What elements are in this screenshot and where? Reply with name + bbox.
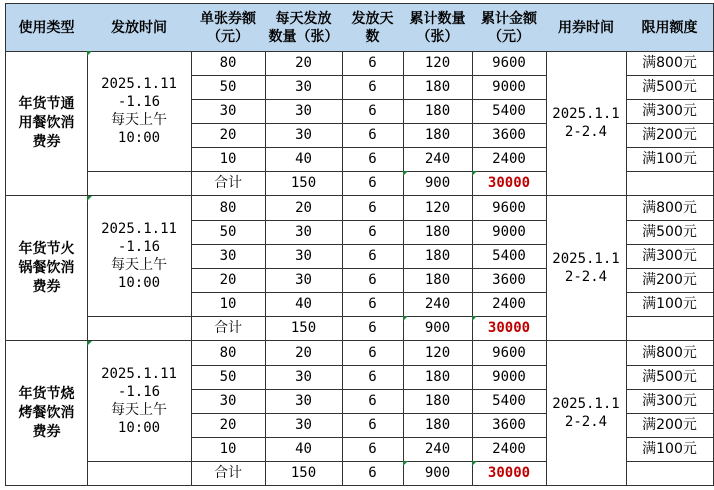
cum-amount-cell: 2400 [472,437,547,462]
cum-amount-cell: 2400 [472,292,547,317]
subtotal-days: 6 [342,461,404,486]
daily-qty-cell: 30 [265,99,343,124]
issue-time-cell: 2025.1.11 -1.16 每天上午 10:00 [87,196,192,317]
limit-cell: 满100元 [626,292,714,317]
limit-cell: 满200元 [626,123,714,148]
cum-qty-cell: 180 [403,413,473,438]
cum-amount-cell: 3600 [472,413,547,438]
amount-cell: 30 [191,389,266,414]
cum-amount-header: 累计金额 （元） [472,3,547,52]
daily-qty-cell: 30 [265,268,343,293]
daily-qty-cell: 30 [265,220,343,245]
daily-qty-cell: 20 [265,341,343,366]
cum-amount-cell: 3600 [472,123,547,148]
cum-amount-cell: 5400 [472,99,547,124]
limit-cell: 满100元 [626,437,714,462]
cum-qty-cell: 180 [403,389,473,414]
daily-qty-cell: 40 [265,292,343,317]
amount-cell: 50 [191,220,266,245]
limit-cell: 满200元 [626,413,714,438]
amount-cell: 50 [191,365,266,390]
amount-cell: 10 [191,437,266,462]
limit-cell: 满500元 [626,220,714,245]
limit-cell: 满200元 [626,268,714,293]
subtotal-label: 合计 [191,316,266,341]
amount-cell: 30 [191,99,266,124]
daily-qty-cell: 20 [265,196,343,221]
limit-cell: 满800元 [626,51,714,76]
issue-time-cell: 2025.1.11 -1.16 每天上午 10:00 [87,341,192,462]
subtotal-label: 合计 [191,171,266,196]
cum-qty-cell: 180 [403,99,473,124]
amount-cell: 30 [191,244,266,269]
amount-cell: 80 [191,51,266,76]
use-time-cell: 2025.1.1 2-2.4 [546,341,627,486]
days-cell: 6 [342,413,404,438]
cum-amount-cell: 9000 [472,75,547,100]
issue-time-blank-cell [87,171,192,196]
amount-cell: 20 [191,268,266,293]
days-cell: 6 [342,196,404,221]
use-time-cell: 2025.1.1 2-2.4 [546,51,627,196]
days-cell: 6 [342,99,404,124]
cum-qty-header: 累计数量 （张） [403,3,473,52]
limit-cell: 满300元 [626,244,714,269]
amount-header: 单张券额 （元） [191,3,266,52]
subtotal-limit-blank [626,461,714,486]
days-cell: 6 [342,147,404,172]
use-time-header: 用券时间 [546,3,627,52]
issue-time-cell: 2025.1.11 -1.16 每天上午 10:00 [87,51,192,172]
subtotal-daily-qty: 150 [265,461,343,486]
limit-cell: 满800元 [626,196,714,221]
limit-header: 限用额度 [626,3,714,52]
subtotal-cum-qty: 900 [403,461,473,486]
daily-qty-header: 每天发放 数量（张） [265,3,343,52]
cum-qty-cell: 180 [403,365,473,390]
days-header: 发放天 数 [342,3,404,52]
cum-qty-cell: 240 [403,437,473,462]
amount-cell: 10 [191,147,266,172]
daily-qty-cell: 30 [265,389,343,414]
coupon-type-cell: 年货节通 用餐饮消 费券 [5,51,88,196]
daily-qty-cell: 30 [265,413,343,438]
issue-time-blank-cell [87,461,192,486]
daily-qty-cell: 40 [265,437,343,462]
limit-cell: 满100元 [626,147,714,172]
cum-qty-cell: 180 [403,123,473,148]
amount-cell: 20 [191,413,266,438]
subtotal-cum-qty: 900 [403,316,473,341]
cum-amount-cell: 9600 [472,51,547,76]
subtotal-cum-amount: 30000 [472,461,547,486]
issue-time-blank-cell [87,316,192,341]
subtotal-daily-qty: 150 [265,171,343,196]
amount-cell: 50 [191,75,266,100]
daily-qty-cell: 30 [265,365,343,390]
days-cell: 6 [342,389,404,414]
cum-qty-cell: 180 [403,220,473,245]
cum-qty-cell: 180 [403,244,473,269]
limit-cell: 满800元 [626,341,714,366]
subtotal-limit-blank [626,171,714,196]
subtotal-days: 6 [342,171,404,196]
amount-cell: 10 [191,292,266,317]
cum-amount-cell: 2400 [472,147,547,172]
cum-amount-cell: 5400 [472,244,547,269]
coupon-type-cell: 年货节火 锅餐饮消 费券 [5,196,88,341]
days-cell: 6 [342,341,404,366]
cum-qty-cell: 180 [403,75,473,100]
subtotal-daily-qty: 150 [265,316,343,341]
cum-amount-cell: 9000 [472,365,547,390]
days-cell: 6 [342,220,404,245]
amount-cell: 80 [191,196,266,221]
subtotal-cum-qty: 900 [403,171,473,196]
subtotal-days: 6 [342,316,404,341]
cum-amount-cell: 5400 [472,389,547,414]
amount-cell: 20 [191,123,266,148]
limit-cell: 满300元 [626,389,714,414]
days-cell: 6 [342,123,404,148]
daily-qty-cell: 30 [265,244,343,269]
daily-qty-cell: 20 [265,51,343,76]
subtotal-label: 合计 [191,461,266,486]
cum-qty-cell: 120 [403,341,473,366]
days-cell: 6 [342,268,404,293]
days-cell: 6 [342,51,404,76]
days-cell: 6 [342,365,404,390]
daily-qty-cell: 30 [265,75,343,100]
cum-qty-cell: 240 [403,292,473,317]
cum-qty-cell: 120 [403,196,473,221]
coupon-type-cell: 年货节烧 烤餐饮消 费券 [5,341,88,486]
days-cell: 6 [342,437,404,462]
cum-qty-cell: 180 [403,268,473,293]
limit-cell: 满500元 [626,365,714,390]
daily-qty-cell: 40 [265,147,343,172]
subtotal-limit-blank [626,316,714,341]
use-type-header: 使用类型 [5,3,88,52]
days-cell: 6 [342,75,404,100]
cum-amount-cell: 9000 [472,220,547,245]
cum-qty-cell: 240 [403,147,473,172]
days-cell: 6 [342,292,404,317]
issue-time-header: 发放时间 [87,3,192,52]
use-time-cell: 2025.1.1 2-2.4 [546,196,627,341]
cum-amount-cell: 9600 [472,196,547,221]
limit-cell: 满500元 [626,75,714,100]
limit-cell: 满300元 [626,99,714,124]
cum-amount-cell: 9600 [472,341,547,366]
subtotal-cum-amount: 30000 [472,171,547,196]
subtotal-cum-amount: 30000 [472,316,547,341]
daily-qty-cell: 30 [265,123,343,148]
cum-amount-cell: 3600 [472,268,547,293]
cum-qty-cell: 120 [403,51,473,76]
days-cell: 6 [342,244,404,269]
amount-cell: 80 [191,341,266,366]
